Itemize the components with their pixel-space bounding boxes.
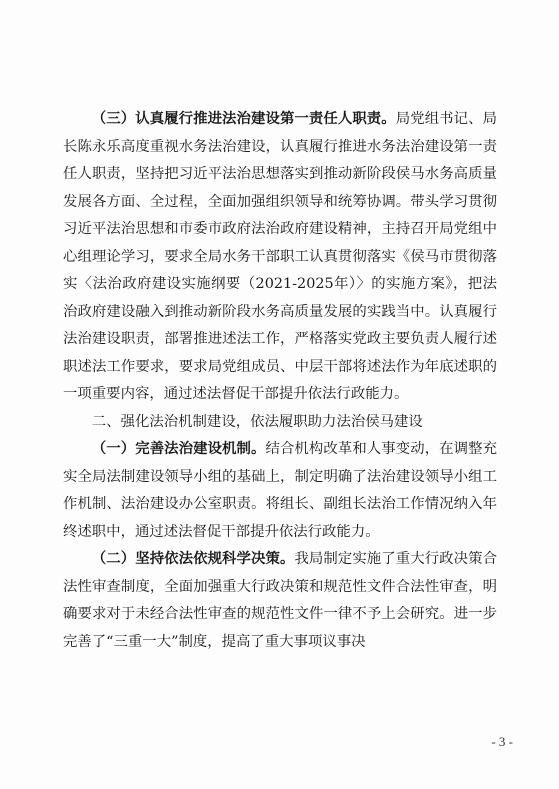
paragraph-lead: （一）完善法治建设机制。 — [91, 441, 266, 457]
paragraph-decision — [63, 546, 497, 656]
paragraph-text: 局党组书记、局长陈永乐高度重视水务法治建设，认真履行推进水务法治建设第一责任人职责，坚持把习近平法治思想落实到推动新阶段侯马水务高质量发展各方面、全过程，全面加强组织领导和统筹协调。带头学习贯彻习近平法治思想和市委市政府法治政府建设精神，主持召开局党组中心组理论学习，要求全局水务干部职工认真贯彻落实《侯马市贯彻落实〈法治政府建设实施纲要（2021-2025年）〉的实施方案》，把法治政府建设融入到推动新阶段水务高质量发展的实践当中。认真履行法治建设职责，部署推进述法工作，严格落实党政主要负责人履行述职述法工作要求，要求局党组成员、中层干部将述法作为年底述职的一项重要内容，通过述法督促干部提升依法行政能力。 — [63, 111, 497, 402]
paragraph-text: 我局制定实施了重大行政决策合法性审查制度，全面加强重大行政决策和规范性文件合法性审查，明确要求对于未经合法性审查的规范性文件一律不予上会研究。进一步完善了“三重一大”制度，提高了重大事项议事决 — [63, 551, 497, 650]
paragraph-responsibility — [63, 106, 497, 409]
paragraph-lead: （三）认真履行推进法治建设第一责任人职责。 — [91, 111, 396, 127]
document-body — [63, 106, 497, 656]
paragraph-mechanism — [63, 436, 497, 546]
section-heading: 二、强化法治机制建设，依法履职助力法治侯马建设 — [91, 413, 423, 430]
paragraph-text: 结合机构改革和人事变动，在调整充实全局法制建设领导小组的基础上，制定明确了法治建设领导小组工作机制、法治建设办公室职责。将组长、副组长法治工作情况纳入年终述职中，通过述法督促干部提升依法行政能力。 — [63, 441, 497, 540]
paragraph-lead: （二）坚持依法依规科学决策。 — [91, 551, 295, 567]
page-number: - 3 - — [491, 734, 513, 749]
